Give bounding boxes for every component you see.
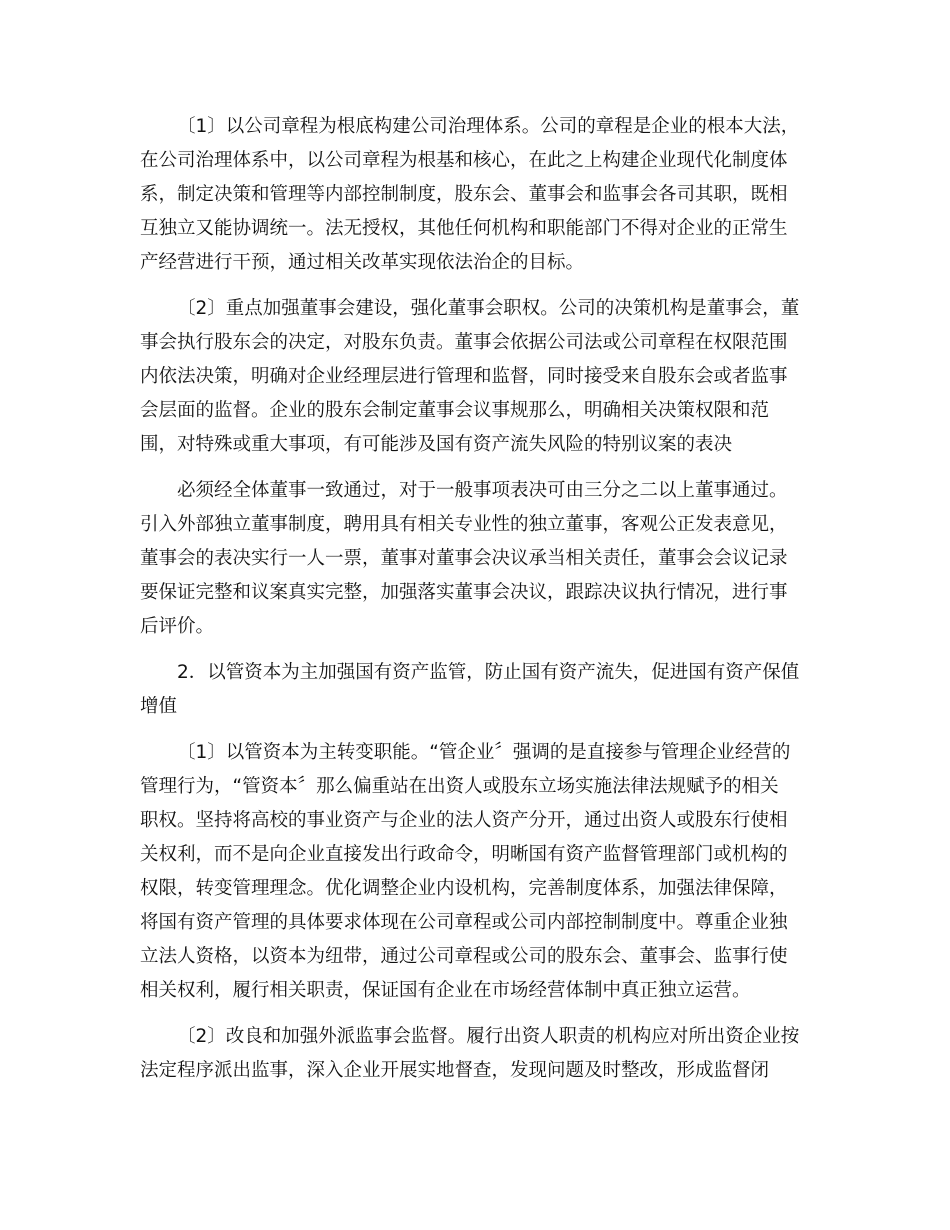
text-line: 职权。坚持将高校的事业资产与企业的法人资产分开，通过出资人或股东行使相 <box>140 810 788 831</box>
text-line: 必须经全体董事一致通过，对于一般事项表决可由三分之二以上董事通过。 <box>177 480 788 501</box>
heading-line: 增值 <box>140 696 178 717</box>
text-line: 相关权利，履行相关职责，保证国有企业在市场经营体制中真正独立运营。 <box>140 980 751 1001</box>
text-line: 将国有资产管理的具体要求体现在公司章程或公司内部控制制度中。尊重企业独 <box>140 912 788 933</box>
text-line: 立法人资格，以资本为纽带，通过公司章程或公司的股东会、董事会、监事行使 <box>140 946 788 967</box>
document-page <box>140 110 810 1100</box>
heading-line: 2．以管资本为主加强国有资产监管，防止国有资产流失，促进国有资产保值 <box>177 662 800 683</box>
section-heading-capital-management <box>140 656 810 724</box>
text-line: 互独立又能协调统一。法无授权，其他任何机构和职能部门不得对企业的正常生 <box>140 218 788 239</box>
text-line: 会层面的监督。企业的股东会制定董事会议事规那么，明确相关决策权限和范 <box>140 400 770 421</box>
text-line: 系，制定决策和管理等内部控制制度，股东会、董事会和监事会各司其职，既相 <box>140 184 788 205</box>
paragraph-voting-rules <box>140 474 810 644</box>
text-line: 法定程序派出监事，深入企业开展实地督查，发现问题及时整改，形成监督闭 <box>140 1060 770 1081</box>
text-line: 关权利，而不是向企业直接发出行政命令，明晰国有资产监督管理部门或机构的 <box>140 844 788 865</box>
text-line: 〔2〕重点加强董事会建设，强化董事会职权。公司的决策机构是董事会，董 <box>177 298 800 319</box>
text-line: 〔1〕以公司章程为根底构建公司治理体系。公司的章程是企业的根本大法， <box>177 116 800 137</box>
text-line: 权限，转变管理理念。优化调整企业内设机构，完善制度体系，加强法律保障， <box>140 878 788 899</box>
text-line: 引入外部独立董事制度，聘用具有相关专业性的独立董事，客观公正发表意见， <box>140 514 788 535</box>
paragraph-articles-of-association <box>140 110 810 280</box>
text-line: 董事会的表决实行一人一票，董事对董事会决议承当相关责任，董事会会议记录 <box>140 548 788 569</box>
text-line: 管理行为，“管资本〞那么偏重站在出资人或股东立场实施法律法规赋予的相关 <box>140 776 779 797</box>
text-line: 〔1〕以管资本为主转变职能。“管企业〞强调的是直接参与管理企业经营的 <box>177 742 791 763</box>
text-line: 围，对特殊或重大事项，有可能涉及国有资产流失风险的特别议案的表决 <box>140 434 733 455</box>
paragraph-board-of-directors <box>140 292 810 462</box>
text-line: 内依法决策，明确对企业经理层进行管理和监督，同时接受来自股东会或者监事 <box>140 366 788 387</box>
text-line: 〔2〕改良和加强外派监事会监督。履行出资人职责的机构应对所出资企业按 <box>177 1026 800 1047</box>
paragraph-function-transformation <box>140 736 810 1008</box>
text-line: 要保证完整和议案真实完整，加强落实董事会决议，跟踪决议执行情况，进行事 <box>140 582 788 603</box>
text-line: 事会执行股东会的决定，对股东负责。董事会依据公司法或公司章程在权限范围 <box>140 332 788 353</box>
paragraph-supervisory-board <box>140 1020 810 1088</box>
text-line: 在公司治理体系中，以公司章程为根基和核心，在此之上构建企业现代化制度体 <box>140 150 788 171</box>
text-line: 产经营进行干预，通过相关改革实现依法治企的目标。 <box>140 252 585 273</box>
text-line: 后评价。 <box>140 616 215 637</box>
